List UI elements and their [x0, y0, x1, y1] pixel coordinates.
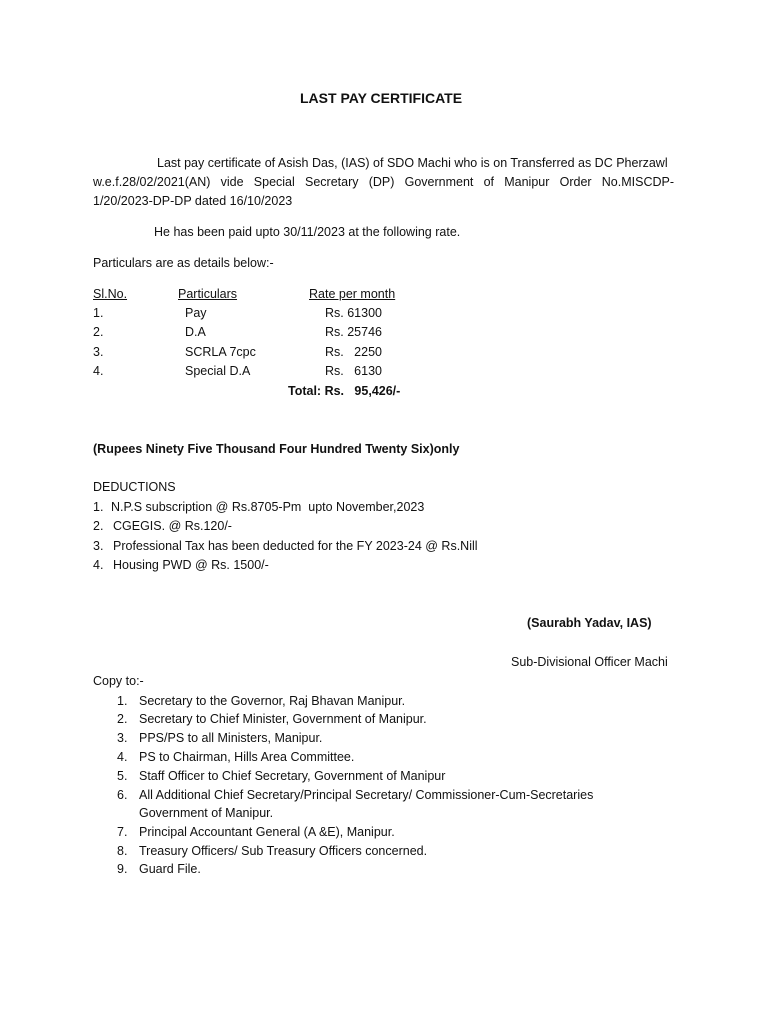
signatory-designation: Sub-Divisional Officer Machi [511, 655, 668, 669]
row-1-rate: Rs. 61300 [325, 306, 382, 320]
copy-4-num: 4. [117, 750, 128, 764]
deductions-heading: DEDUCTIONS [93, 480, 176, 494]
copy-2-text: Secretary to Chief Minister, Government of Manipur. [139, 712, 427, 726]
row-3-rate: Rs. 2250 [325, 345, 382, 359]
row-4-slno: 4. [93, 364, 104, 378]
total-amount: Total: Rs. 95,426/- [288, 384, 401, 398]
deduction-1-text: N.P.S subscription @ Rs.8705-Pm upto November,2023 [111, 500, 425, 514]
copy-6-text-continued: Government of Manipur. [139, 806, 274, 820]
copy-7-num: 7. [117, 825, 128, 839]
copy-5-num: 5. [117, 769, 128, 783]
deduction-3-text: Professional Tax has been deducted for the FY 2023-24 @ Rs.Nill [113, 539, 478, 553]
signatory-name: (Saurabh Yadav, IAS) [527, 616, 652, 630]
row-2-particular: D.A [185, 325, 206, 339]
copy-8-num: 8. [117, 844, 128, 858]
deduction-4-text: Housing PWD @ Rs. 1500/- [113, 558, 269, 572]
copy-to-heading: Copy to:- [93, 674, 144, 688]
intro-line-3: 1/20/2023-DP-DP dated 16/10/2023 [93, 194, 293, 208]
header-particulars: Particulars [178, 287, 238, 301]
copy-8-text: Treasury Officers/ Sub Treasury Officers concerned. [139, 844, 428, 858]
row-3-slno: 3. [93, 345, 104, 359]
copy-1-num: 1. [117, 694, 128, 708]
copy-6-text: All Additional Chief Secretary/Principal Secretary/ Commissioner-Cum-Secretaries [139, 788, 594, 802]
intro-line-2: w.e.f.28/02/2021(AN) vide Special Secretary (DP) Government of Manipur Order No.MISCDP- [93, 175, 674, 189]
deduction-2-num: 2. [93, 519, 104, 533]
row-3-particular: SCRLA 7cpc [185, 345, 256, 359]
row-1-slno: 1. [93, 306, 104, 320]
copy-9-text: Guard File. [139, 862, 201, 876]
header-slno: Sl.No. [93, 287, 128, 301]
deduction-2-text: CGEGIS. @ Rs.120/- [113, 519, 232, 533]
copy-6-num: 6. [117, 788, 128, 802]
deduction-4-num: 4. [93, 558, 104, 572]
deduction-3-num: 3. [93, 539, 104, 553]
row-1-particular: Pay [185, 306, 207, 320]
copy-5-text: Staff Officer to Chief Secretary, Government of Manipur [139, 769, 446, 783]
intro-line-1: Last pay certificate of Asish Das, (IAS) of SDO Machi who is on Transferred as DC Pherzawl [157, 156, 668, 170]
copy-1-text: Secretary to the Governor, Raj Bhavan Manipur. [139, 694, 406, 708]
copy-9-num: 9. [117, 862, 128, 876]
copy-3-num: 3. [117, 731, 128, 745]
amount-in-words: (Rupees Ninety Five Thousand Four Hundred Twenty Six)only [93, 442, 460, 456]
document-title: LAST PAY CERTIFICATE [300, 90, 463, 106]
copy-2-num: 2. [117, 712, 128, 726]
header-rate: Rate per month [309, 287, 396, 301]
row-4-rate: Rs. 6130 [325, 364, 382, 378]
particulars-intro: Particulars are as details below:- [93, 256, 274, 270]
copy-3-text: PPS/PS to all Ministers, Manipur. [139, 731, 323, 745]
deduction-1-num: 1. [93, 500, 104, 514]
row-4-particular: Special D.A [185, 364, 251, 378]
row-2-rate: Rs. 25746 [325, 325, 382, 339]
copy-7-text: Principal Accountant General (A &E), Manipur. [139, 825, 395, 839]
row-2-slno: 2. [93, 325, 104, 339]
paid-upto-text: He has been paid upto 30/11/2023 at the following rate. [154, 225, 461, 239]
copy-4-text: PS to Chairman, Hills Area Committee. [139, 750, 355, 764]
